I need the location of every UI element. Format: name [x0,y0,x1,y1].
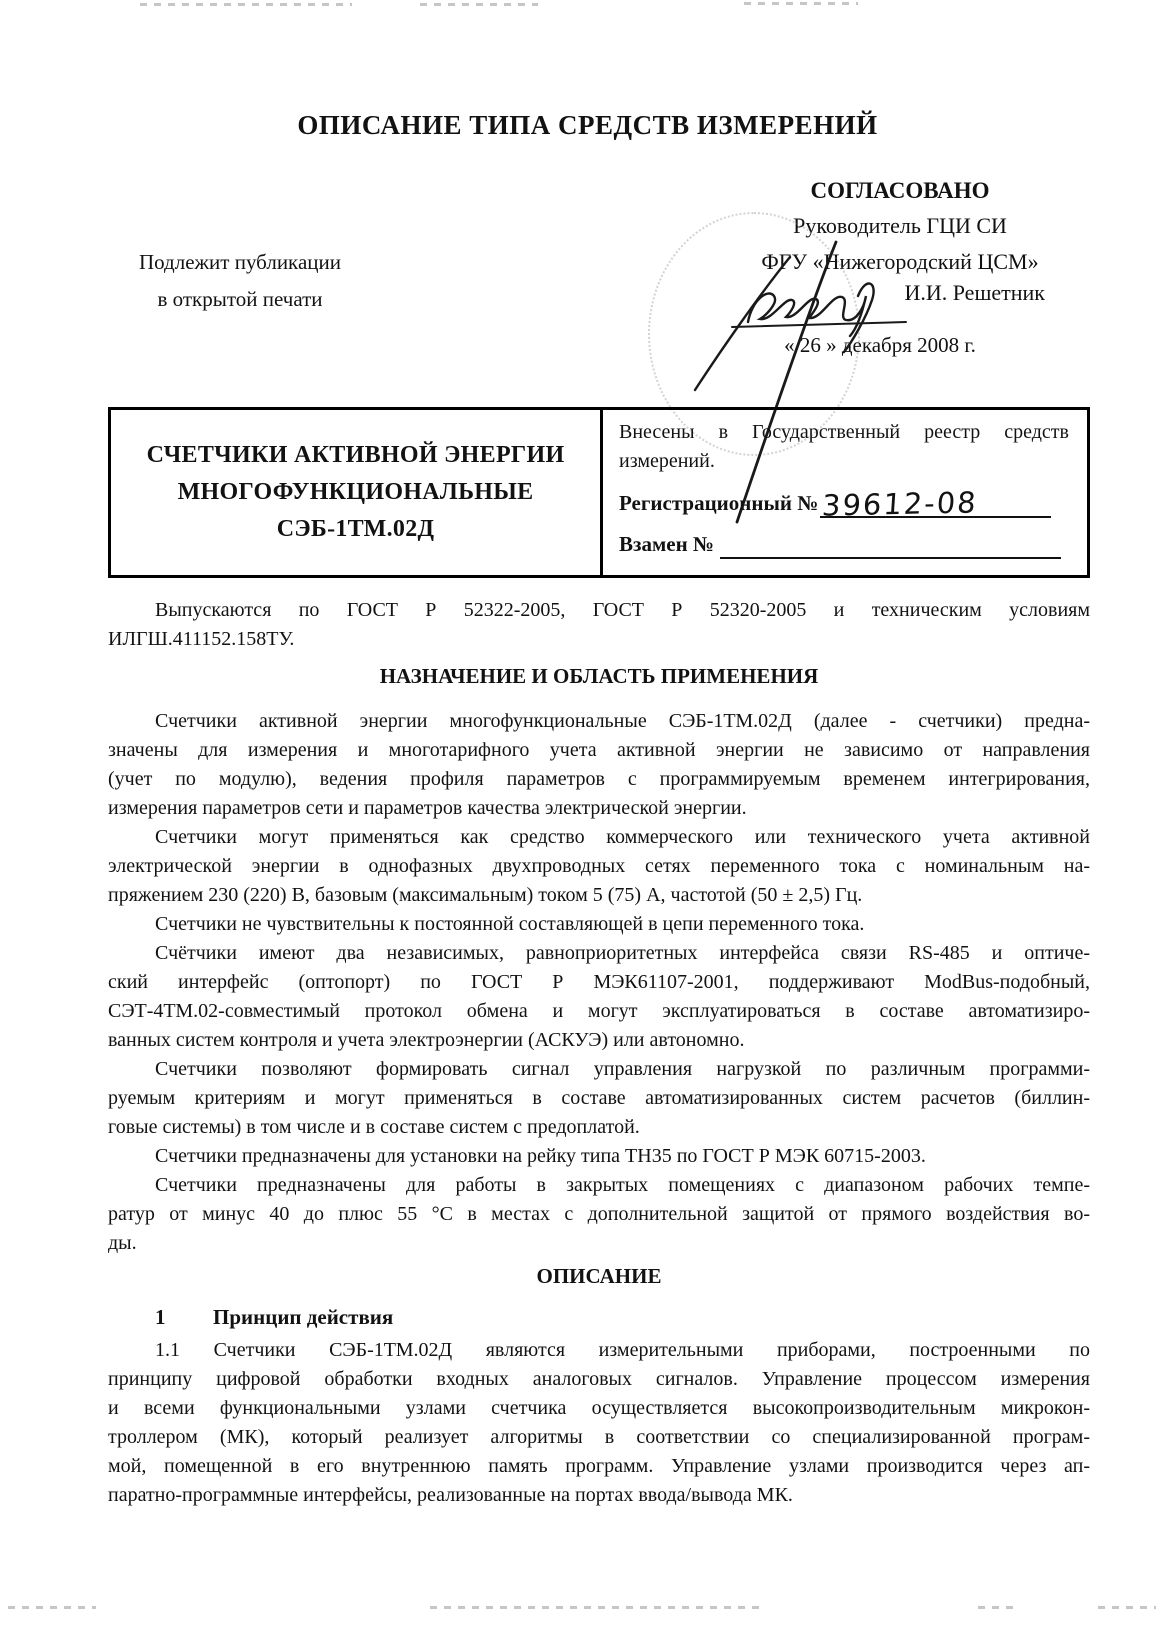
text-line: паратно-программные интерфейсы, реализованные на портах ввода/вывода МК. [108,1484,793,1506]
paragraph [108,1142,1090,1171]
text-line: Внесены в Государственный реестр средств [619,421,1069,443]
text-line: руемым критериям и могут применяться в составе автоматизированных систем расчетов (биллин- [108,1087,1090,1109]
text-line: Счетчики активной энергии многофункциональные СЭБ-1ТМ.02Д (далее - счетчики) предна- [155,710,1090,732]
text-line: значены для измерения и многотарифного учета активной энергии не зависимо от направления [108,739,1090,761]
approval-date: « 26 » декабря 2008 г. [784,333,976,357]
paragraph [108,1336,1090,1510]
subsection-heading [108,1303,1090,1332]
device-name-cell [111,410,603,575]
text-line: принципу цифровой обработки входных аналоговых сигналов. Управление процессом измерения [108,1368,1090,1390]
scan-artifact-mark [420,3,538,6]
scan-artifact-mark [8,1606,96,1609]
paragraph [108,939,1090,1055]
text-line: мой, помещенной в его внутреннюю память программ. Управление узлами производится через ап- [108,1455,1090,1477]
text-line: и всеми функциональными узлами счетчика осуществляется высокопроизводительным микрокон- [108,1397,1090,1419]
device-name-line: СЭБ-1ТМ.02Д [276,516,435,542]
approver-position: Руководитель ГЦИ СИ [793,213,1007,238]
text-line: ванных систем контроля и учета электроэнергии (АСКУЭ) или автономно. [108,1029,745,1051]
document-body [108,596,1090,1510]
text-line: Счетчики не чувствительны к постоянной составляющей в цепи переменного тока. [155,913,865,935]
text-line: измерений. [619,450,715,472]
text-line: троллером (МК), который реализует алгоритмы в соответствии со специализированной програм- [108,1426,1090,1448]
scan-artifact-mark [140,3,352,6]
publication-note [118,244,362,318]
text-line: измерения параметров сети и параметров качества электрической энергии. [108,797,747,819]
registration-number-handwritten: 39612-08 [821,485,980,523]
subsection-number: 1 [155,1305,166,1329]
text-line: ИЛГШ.411152.158ТУ. [108,628,295,650]
text-line: говые системы) в том числе и в составе систем с предоплатой. [108,1116,640,1138]
text-line: Счетчики позволяют формировать сигнал управления нагрузкой по различным программи- [155,1058,1090,1080]
text-line: пряжением 230 (220) В, базовым (максимальным) током 5 (75) А, частотой (50 ± 2,5) Гц. [108,884,863,906]
text-line: (учет по модулю), ведения профиля параметров с программируемым временем интегрирования, [108,768,1090,790]
registration-number-row [619,485,1069,523]
section-heading-purpose: НАЗНАЧЕНИЕ И ОБЛАСТЬ ПРИМЕНЕНИЯ [379,664,819,688]
registry-entered-text [619,418,1069,476]
text-line: 1.1 Счетчики СЭБ-1ТМ.02Д являются измерительными приборами, построенными по [155,1339,1090,1361]
text-line: ский интерфейс (оптопорт) по ГОСТ Р МЭК61107-2001, поддерживают ModBus-подобный, [108,971,1090,993]
publication-note-line: в открытой печати [157,287,323,311]
registry-entry-cell [603,410,1087,575]
text-line: Счетчики предназначены для работы в закрытых помещениях с диапазоном рабочих темпе- [155,1174,1090,1196]
approver-name: И.И. Решетник [904,280,1045,305]
paragraph [108,1055,1090,1142]
registration-number-label: Регистрационный № [619,491,819,515]
replaces-row [619,530,1069,559]
description-paragraphs [108,1336,1090,1510]
approval-status-label: СОГЛАСОВАНО [810,178,990,203]
issued-paragraph [108,596,1090,654]
section-heading-description: ОПИСАНИЕ [536,1264,662,1288]
text-line: Счётчики имеют два независимых, равноприоритетных интерфейса связи RS-485 и оптиче- [155,942,1090,964]
device-name-line: МНОГОФУНКЦИОНАЛЬНЫЕ [177,479,534,505]
scan-artifact-mark [430,1606,762,1609]
paragraph [108,1171,1090,1258]
approver-organization: ФГУ «Нижегородский ЦСМ» [761,249,1039,274]
scan-artifact-mark [1098,1606,1156,1609]
text-line: Выпускаются по ГОСТ Р 52322-2005, ГОСТ Р 52320-2005 и техническим условиям [155,599,1090,621]
scan-artifact-mark [744,2,858,5]
paragraph [108,707,1090,823]
registration-number-field [820,485,1051,523]
registry-table [108,407,1090,578]
scan-artifact-mark [978,1606,1020,1609]
text-line: СЭТ-4ТМ.02-совместимый протокол обмена и могут эксплуатироваться в составе автоматизиро- [108,1000,1090,1022]
text-line: ратур от минус 40 до плюс 55 °С в местах с дополнительной защитой от прямого воздействия во- [108,1203,1090,1225]
purpose-paragraphs [108,707,1090,1258]
subsection-title: Принцип действия [213,1305,394,1329]
text-line: Счетчики могут применяться как средство коммерческого или технического учета активной [155,826,1090,848]
paragraph [108,910,1090,939]
device-name-line: СЧЕТЧИКИ АКТИВНОЙ ЭНЕРГИИ [146,442,565,468]
text-line: электрической энергии в однофазных двухпроводных сетях переменного тока с номинальным на- [108,855,1090,877]
publication-note-line: Подлежит публикации [139,250,341,274]
text-line: Счетчики предназначены для установки на рейку типа ТН35 по ГОСТ Р МЭК 60715-2003. [155,1145,926,1167]
text-line: ды. [108,1232,137,1254]
page-title: ОПИСАНИЕ ТИПА СРЕДСТВ ИЗМЕРЕНИЙ [297,110,878,140]
replaces-number-field [720,535,1061,559]
replaces-label: Взамен № [619,532,715,556]
paragraph [108,823,1090,910]
